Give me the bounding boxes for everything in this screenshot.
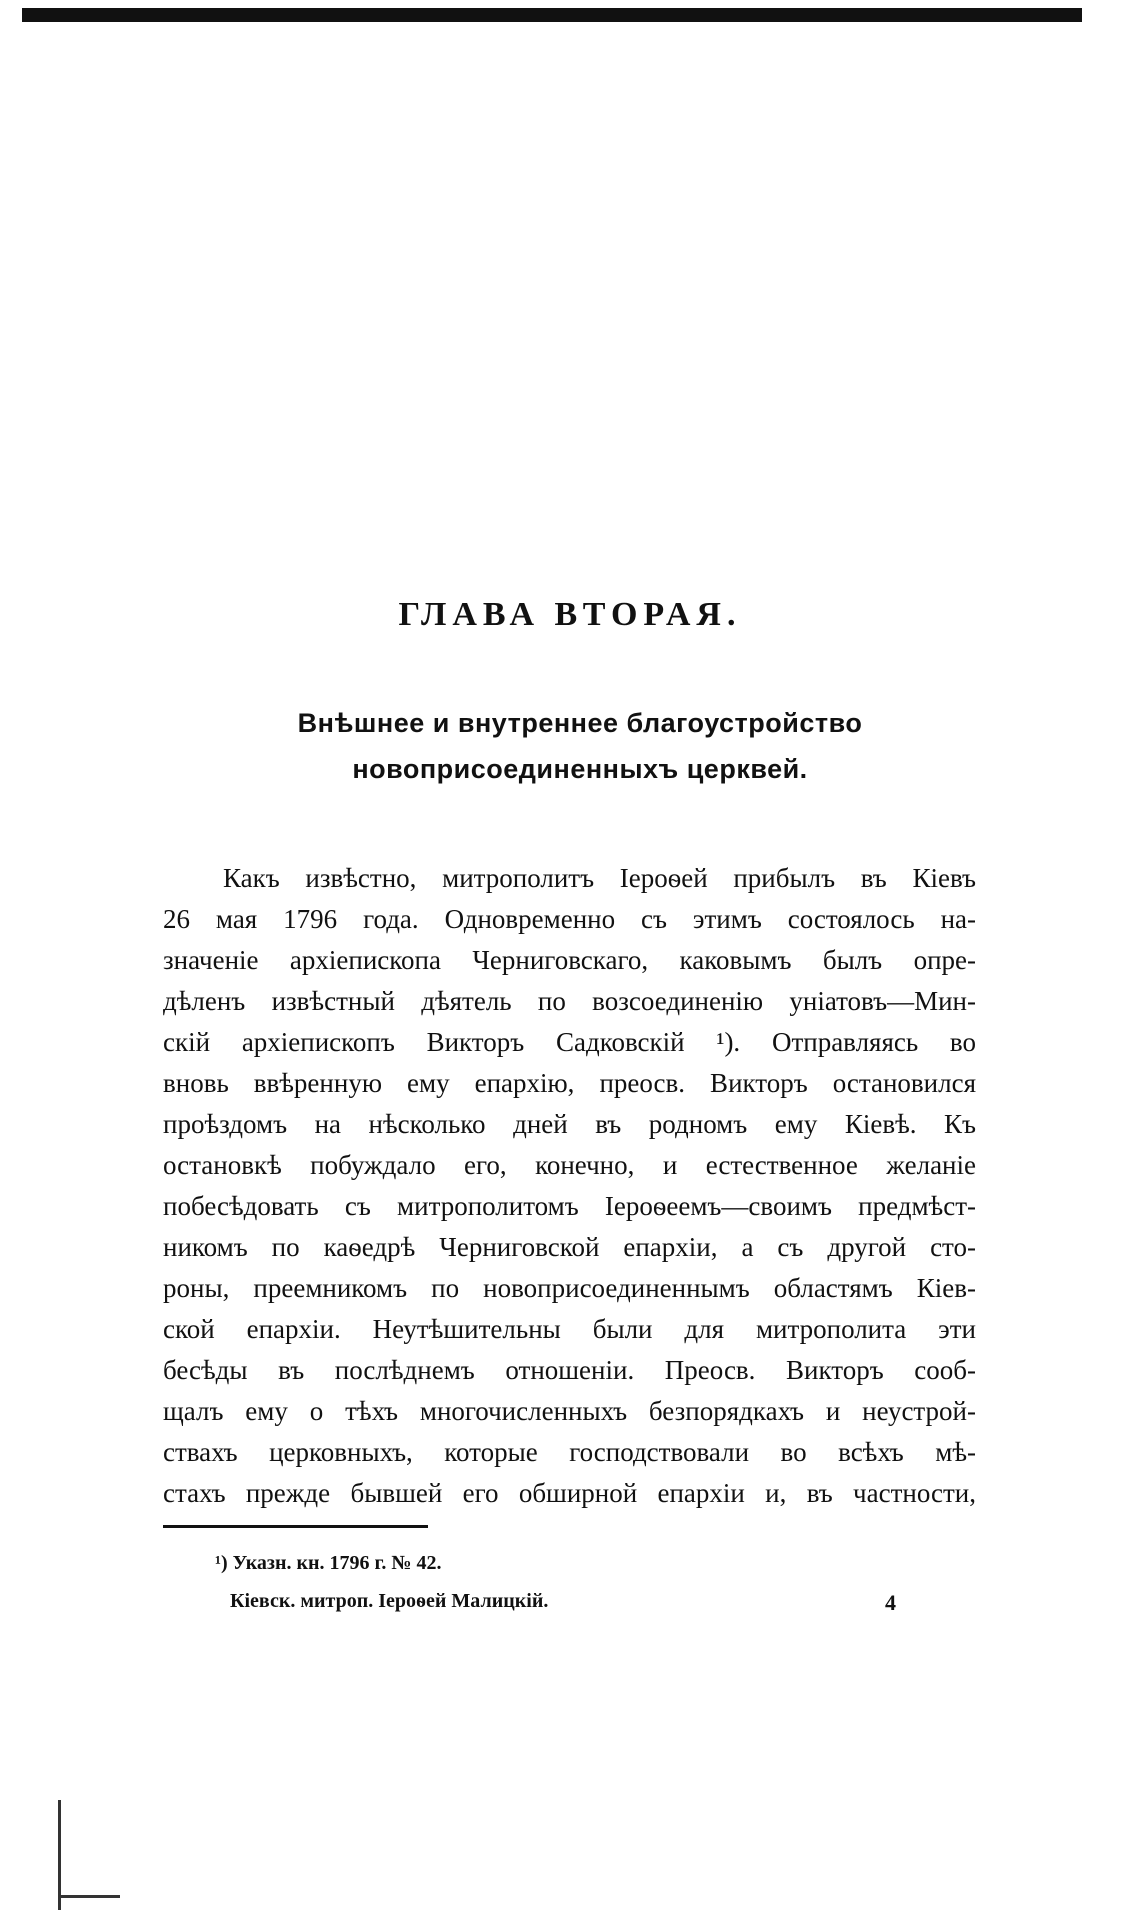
body-line: дѣленъ извѣстный дѣятель по возсоединенію уніатовъ—Мин- (163, 986, 976, 1016)
footnote-rule (163, 1525, 428, 1528)
body-line: бесѣды въ послѣднемъ отношеніи. Преосв. Викторъ сооб- (163, 1355, 976, 1385)
body-line: Какъ извѣстно, митрополитъ Іероѳей прибылъ въ Кіевъ (223, 863, 976, 893)
margin-mark (60, 1895, 120, 1898)
body-line: значеніе архіепископа Черниговскаго, каковымъ былъ опре- (163, 945, 976, 975)
body-line: вновь ввѣренную ему епархію, преосв. Викторъ остановился (163, 1068, 976, 1098)
body-line: ствахъ церковныхъ, которые господствовали во всѣхъ мѣ- (163, 1437, 976, 1467)
footer-title: Кіевск. митроп. Іероѳей Малицкій. (230, 1590, 549, 1612)
body-line: щалъ ему о тѣхъ многочисленныхъ безпорядкахъ и неустрой- (163, 1396, 976, 1426)
body-line: проѣздомъ на нѣсколько дней въ родномъ ему Кіевѣ. Къ (163, 1109, 976, 1139)
chapter-title: ГЛАВА ВТОРАЯ. (398, 596, 742, 633)
body-line: скій архіепископъ Викторъ Садковскій ¹). Отправляясь во (163, 1027, 976, 1057)
body-line: роны, преемникомъ по новоприсоединеннымъ областямъ Кіев- (163, 1273, 976, 1303)
body-line: никомъ по каѳедрѣ Черниговской епархіи, а съ другой сто- (163, 1232, 976, 1262)
body-line: побесѣдовать съ митрополитомъ Іероѳеемъ—своимъ предмѣст- (163, 1191, 976, 1221)
body-line: остановкѣ побуждало его, конечно, и естественное желаніе (163, 1150, 976, 1180)
body-line: 26 мая 1796 года. Одновременно съ этимъ состоялось на- (163, 904, 976, 934)
top-rule (22, 8, 1082, 22)
chapter-subtitle: Внѣшнее и внутреннее благоустройство новоприсоединенныхъ церквей. (297, 708, 863, 784)
footnote: ¹) Указн. кн. 1796 г. № 42. (215, 1552, 442, 1574)
page-number: 4 (885, 1590, 896, 1615)
body-text (163, 858, 976, 1514)
margin-mark (58, 1800, 61, 1910)
body-line: стахъ прежде бывшей его обширной епархіи и, въ частности, (163, 1478, 976, 1508)
body-line: ской епархіи. Неутѣшительны были для митрополита эти (163, 1314, 976, 1344)
